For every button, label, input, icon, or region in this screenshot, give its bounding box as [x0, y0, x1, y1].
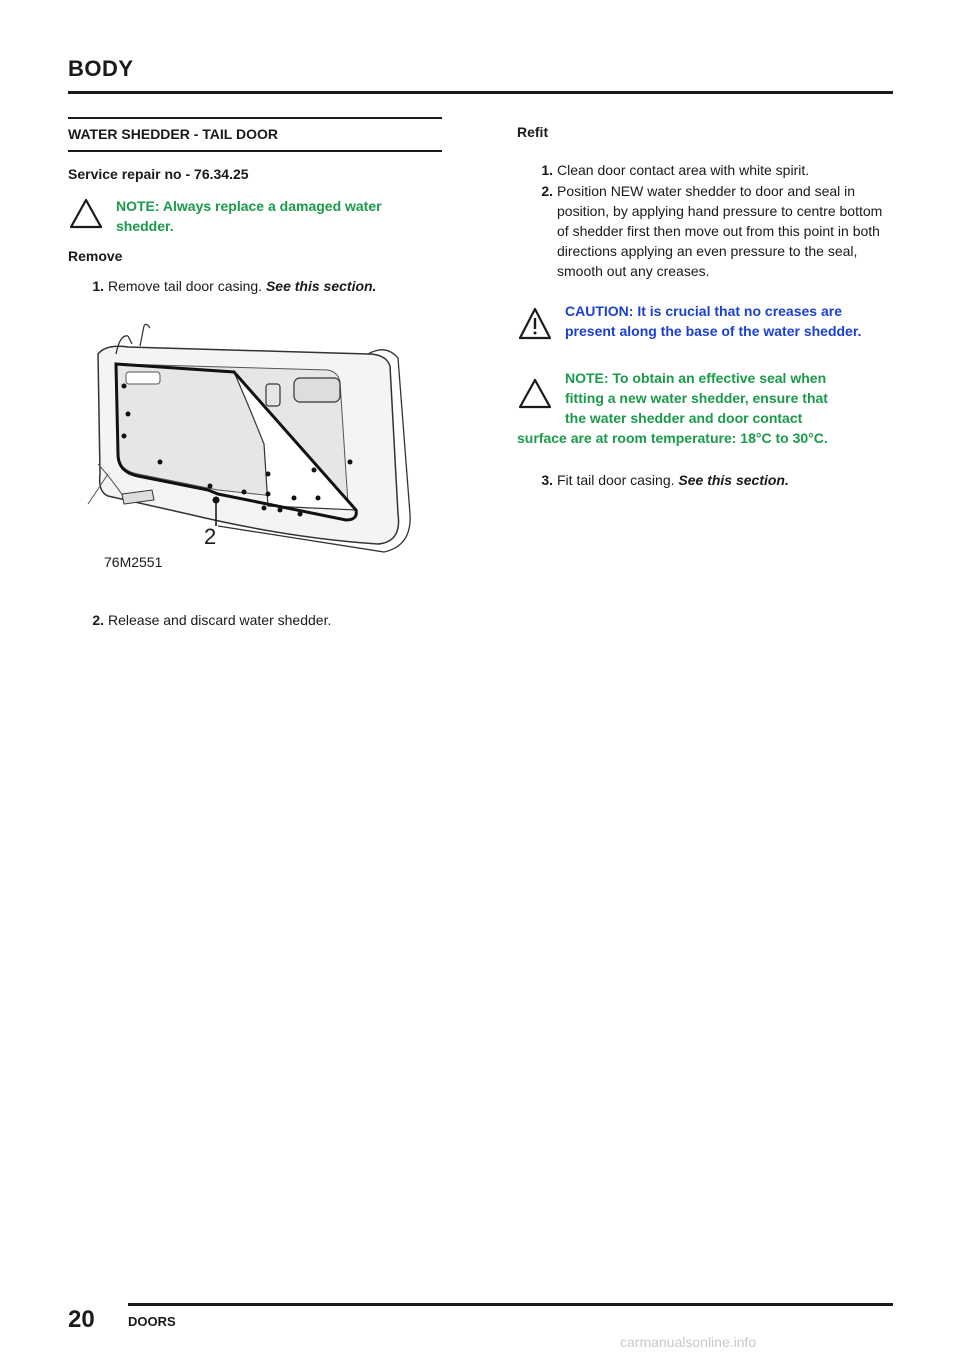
remove-step-1 [68, 276, 442, 296]
section-rule-bottom [68, 150, 442, 152]
remove-heading: Remove [68, 248, 123, 264]
warning-triangle-icon [517, 376, 553, 415]
step-text: Clean door contact area with white spirit. [557, 162, 810, 178]
note-line-3: the water shedder and door contact [565, 410, 803, 426]
remove-step-2 [68, 610, 442, 630]
note-line-1: NOTE: To obtain an effective seal when [565, 370, 827, 386]
step-text: Remove tail door casing. [108, 278, 263, 294]
refit-step-2 [517, 181, 893, 281]
header-rule [68, 91, 893, 94]
watermark-text: carmanualsonline.info [620, 1334, 757, 1350]
refit-step-3 [517, 470, 893, 490]
footer-rule [128, 1303, 893, 1306]
step-number: 3. [541, 472, 553, 488]
footer-label: DOORS [128, 1314, 176, 1329]
page-section-title: BODY [68, 56, 134, 81]
step-number: 1. [541, 162, 553, 178]
door-illustration [68, 314, 442, 576]
figure-code: 76M2551 [104, 554, 163, 570]
note-line-4: surface are at room temperature: 18°C to 30°C. [517, 430, 828, 446]
note-line-2: fitting a new water shedder, ensure that [565, 390, 828, 406]
step-number: 1. [92, 278, 104, 294]
refit-step-1 [517, 160, 893, 180]
note-block-2 [517, 368, 893, 452]
door-diagram [68, 314, 442, 576]
see-reference-link[interactable]: See this section. [265, 278, 377, 294]
see-reference-link[interactable]: See this section. [678, 472, 789, 488]
refit-heading: Refit [517, 124, 549, 140]
page-number: 20 [68, 1306, 95, 1333]
caution-block [517, 301, 893, 346]
service-repair-number: Service repair no - 76.34.25 [68, 166, 249, 182]
step-number: 2. [92, 612, 104, 628]
step-number: 2. [541, 183, 553, 199]
figure-callout: 2 [204, 524, 217, 549]
warning-triangle-icon [68, 196, 116, 236]
note-text: NOTE: Always replace a damaged water shedder. [116, 198, 382, 234]
left-column [68, 117, 442, 630]
caution-text: CAUTION: It is crucial that no creases are present along the base of the water shedder. [565, 303, 862, 339]
step-text: Fit tail door casing. [557, 472, 675, 488]
section-title: WATER SHEDDER - TAIL DOOR [68, 126, 278, 142]
note-block [68, 196, 442, 236]
right-column [517, 124, 893, 490]
step-text: Position NEW water shedder to door and seal in position, by applying hand pressure to centre bottom of shedder first then move out from this point in both directions applying an even pressure to the seal, smooth out any creases. [557, 183, 883, 279]
caution-triangle-icon [517, 301, 565, 346]
step-text: Release and discard water shedder. [108, 612, 332, 628]
